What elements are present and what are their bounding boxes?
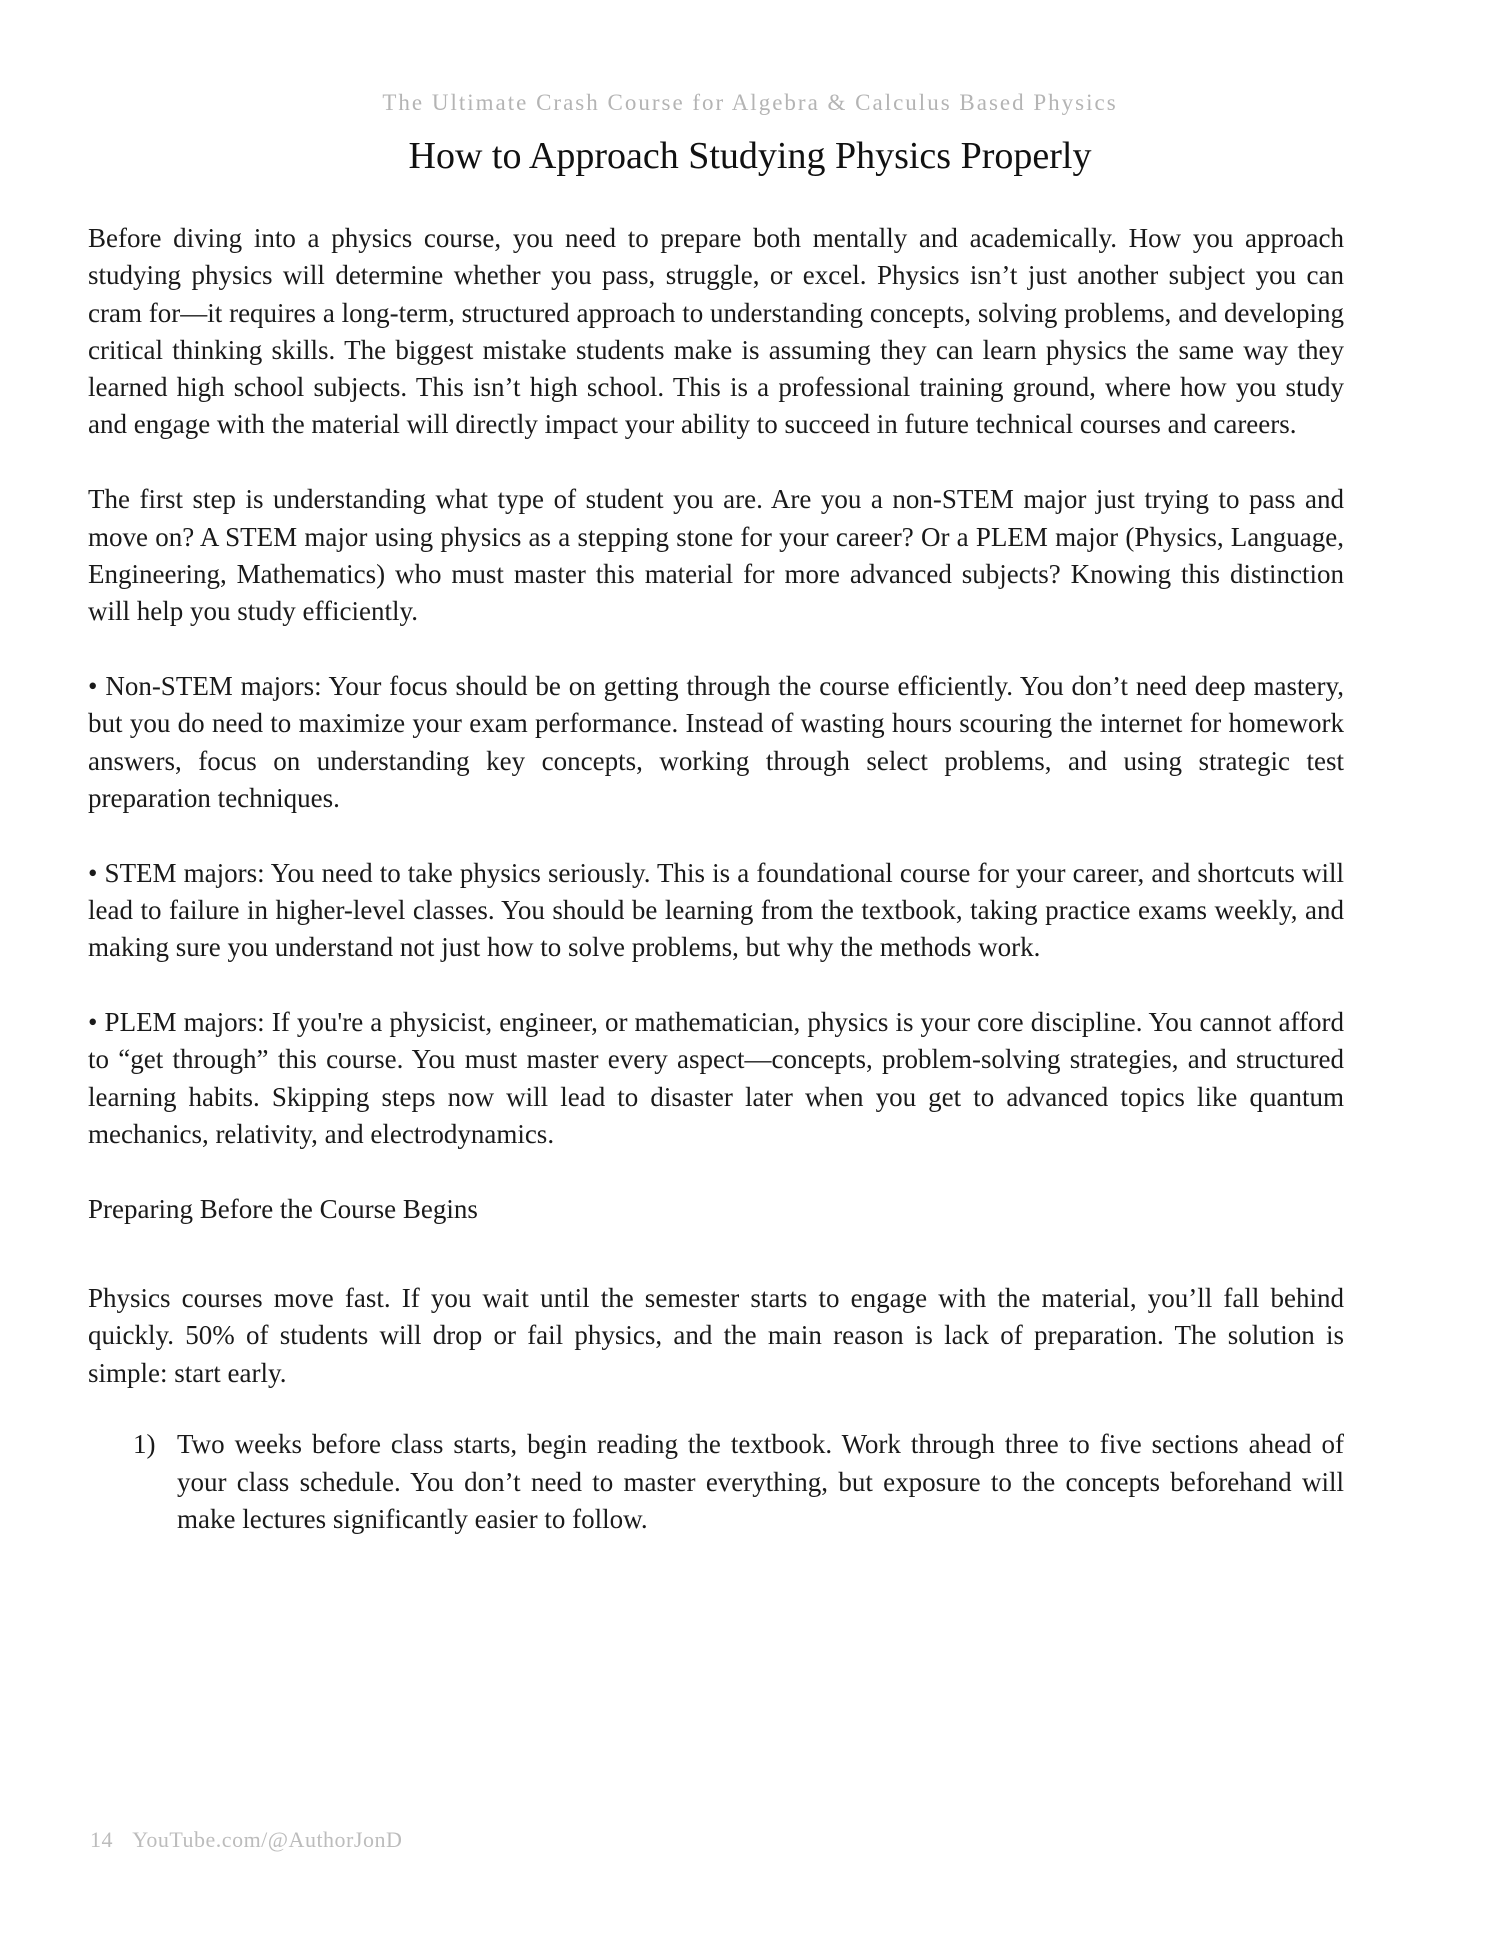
running-header: The Ultimate Crash Course for Algebra & Calculus Based Physics bbox=[382, 90, 1118, 115]
list-item-number: 1) bbox=[133, 1429, 156, 1460]
bullet-plem: • PLEM majors: If you're a physicist, engineer, or mathematician, physics is your core discipline. You cannot afford to “get through” this course. You must master every aspect—concepts, problem-solving strategies, and structured learning habits. Skipping steps now will lead to disaster later when you get to advanced topics like quantum mechanics, relativity, and electrodynamics. bbox=[88, 1007, 1344, 1149]
page-body bbox=[88, 220, 1344, 1538]
bullet-stem: • STEM majors: You need to take physics seriously. This is a foundational course for your career, and shortcuts will lead to failure in higher-level classes. You should be learning from the textbook, taking practice exams weekly, and making sure you understand not just how to solve problems, but why the methods work. bbox=[88, 857, 1344, 963]
bullet-non-stem: • Non-STEM majors: Your focus should be on getting through the course efficiently. You don’t need deep mastery, but you do need to maximize your exam performance. Instead of wasting hours scouring the internet for homework answers, focus on understanding key concepts, working through select problems, and using strategic test preparation techniques. bbox=[88, 670, 1344, 813]
numbered-list-item bbox=[88, 1426, 1344, 1538]
page-footer bbox=[90, 1827, 402, 1853]
section-paragraph: Physics courses move fast. If you wait until the semester starts to engage with the material, you’ll fall behind quickly. 50% of students will drop or fail physics, and the main reason is lack of preparation. The solution is simple: start early. bbox=[88, 1283, 1344, 1388]
footer-link[interactable]: YouTube.com/@AuthorJonD bbox=[132, 1827, 403, 1852]
intro-paragraph: Before diving into a physics course, you need to prepare both mentally and academically. How you approach studying physics will determine whether you pass, struggle, or excel. Physics isn’t just another subject you can cram for—it requires a long-term, structured approach to understanding concepts, solving problems, and developing critical thinking skills. The biggest mistake students make is assuming they can learn physics the same way they learned high school subjects. This isn’t high school. This is a professional training ground, where how you study and engage with the material will directly impact your ability to succeed in future technical courses and careers. bbox=[88, 223, 1344, 440]
list-item-text: Two weeks before class starts, begin reading the textbook. Work through three to five sections ahead of your class schedule. You don’t need to master everything, but exposure to the concepts beforehand will make lectures significantly easier to follow. bbox=[177, 1429, 1344, 1535]
page-number: 14 bbox=[90, 1827, 113, 1852]
page-title: How to Approach Studying Physics Properly bbox=[408, 135, 1092, 177]
student-type-paragraph: The first step is understanding what type of student you are. Are you a non-STEM major just trying to pass and move on? A STEM major using physics as a stepping stone for your career? Or a PLEM major (Physics, Language, Engineering, Mathematics) who must master this material for more advanced subjects? Knowing this distinction will help you study efficiently. bbox=[88, 484, 1344, 627]
section-heading: Preparing Before the Course Begins bbox=[88, 1193, 478, 1224]
